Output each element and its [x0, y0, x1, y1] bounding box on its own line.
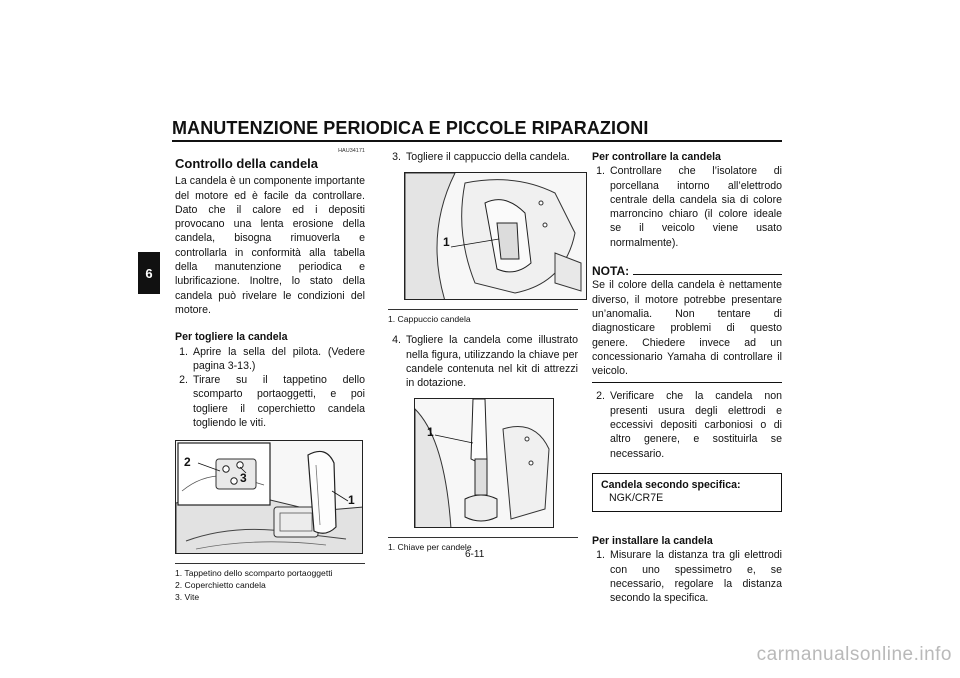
column-2: [388, 150, 578, 553]
step-text: Tirare su il tappetino dello scomparto portaoggetti, e poi togliere il coperchietto candela togliendo le viti.: [193, 374, 365, 430]
caption-rule: [388, 309, 578, 310]
step-number: 2.: [596, 390, 605, 403]
figure-callout: 3: [240, 471, 247, 486]
step-number: 2.: [179, 374, 188, 387]
list-item: [388, 333, 578, 390]
figure-plug-cap: [404, 172, 587, 300]
list-item: [175, 345, 365, 374]
step-text: Verificare che la candela non presenti usura degli elettrodi e eccessivi depositi carboniosi o di altro genere, e sostituirla se necessario.: [610, 390, 782, 460]
subhead-install-plug: Per installare la candela: [592, 534, 713, 547]
step-text: Aprire la sella del pilota. (Vedere pagina 3-13.): [193, 345, 365, 372]
note-label: NOTA:: [592, 264, 630, 279]
section-code: HAU34171: [338, 148, 365, 154]
column-3: [592, 150, 782, 605]
list-item: [175, 373, 365, 430]
caption-line: 1. Chiave per candele: [388, 542, 472, 553]
step-text: Controllare che l’isolatore di porcellana intorno all’elettrodo centrale della candela sia di colore marroncino chiaro (il colore ideale se il veicolo viene usato normalmente).: [610, 165, 782, 249]
caption-rule: [175, 563, 365, 564]
note-end-rule: [592, 382, 782, 383]
illustration-storage-compartment: [176, 441, 363, 554]
subhead-remove-plug: Per togliere la candela: [175, 331, 288, 344]
note-rule: [633, 274, 782, 275]
chapter-tab: 6: [138, 252, 160, 294]
step-text: Togliere il cappuccio della candela.: [406, 151, 570, 163]
illustration-plug-cap: [405, 173, 587, 300]
list-item: [592, 389, 782, 460]
watermark: carmanualsonline.info: [756, 644, 952, 665]
caption-line: 3. Vite: [175, 592, 200, 603]
step-number: 1.: [179, 345, 188, 358]
figure-callout: 1: [427, 425, 434, 440]
step-text: Misurare la distanza tra gli elettrodi con uno spessimetro e, se necessario, regolare la distanza secondo la specifica.: [610, 549, 782, 605]
figure-callout: 2: [184, 455, 191, 470]
step-number: 4.: [392, 334, 401, 347]
figure-plug-wrench: [414, 398, 554, 528]
figure-callout: 1: [443, 235, 450, 250]
list-item: [592, 548, 782, 605]
caption-rule: [388, 537, 578, 538]
figure-callout: 1: [348, 493, 355, 508]
caption-line: 2. Coperchietto candela: [175, 580, 266, 591]
spec-value: NGK/CR7E: [609, 491, 664, 504]
note-header: [592, 264, 782, 278]
caption-line: 1. Cappuccio candela: [388, 314, 471, 325]
header-rule: [172, 140, 782, 142]
step-number: 1.: [596, 165, 605, 178]
list-item: [388, 150, 578, 164]
caption-line: 1. Tappetino dello scomparto portaoggetti: [175, 568, 333, 579]
list-item: [592, 164, 782, 250]
column-1: [175, 148, 365, 603]
note-text: Se il colore della candela è nettamente diverso, il motore potrebbe presentare un’anomalia. Non tentare di diagnosticare problemi di questo genere. Chiedere invece ad un concessionario Yamaha di controllare il veicolo.: [592, 279, 782, 378]
spec-box: [592, 473, 782, 512]
page-title: MANUTENZIONE PERIODICA E PICCOLE RIPARAZIONI: [172, 118, 649, 138]
step-number: 3.: [392, 151, 401, 163]
step-text: Togliere la candela come illustrato nella figura, utilizzando la chiave per candele contenuta nel kit di attrezzi in dotazione.: [406, 334, 578, 390]
illustration-plug-wrench: [415, 399, 554, 528]
step-number: 1.: [596, 549, 605, 562]
spec-title: Candela secondo specifica:: [601, 478, 741, 491]
intro-paragraph: La candela è un componente importante del motore ed è facile da controllare. Dato che il calore ed i depositi provocano una lenta erosione della candela, bisogna rimuoverla e controllarla in conformità alla tabella della manutenzione periodica e lubrificazione. Inoltre, lo stato della candela può rivelare le condizioni del motore.: [175, 175, 365, 316]
figure-storage-mat: [175, 440, 363, 554]
page-number: 6-11: [465, 549, 485, 560]
subhead-check-plug: Per controllare la candela: [592, 151, 721, 163]
section-title: Controllo della candela: [175, 156, 319, 171]
